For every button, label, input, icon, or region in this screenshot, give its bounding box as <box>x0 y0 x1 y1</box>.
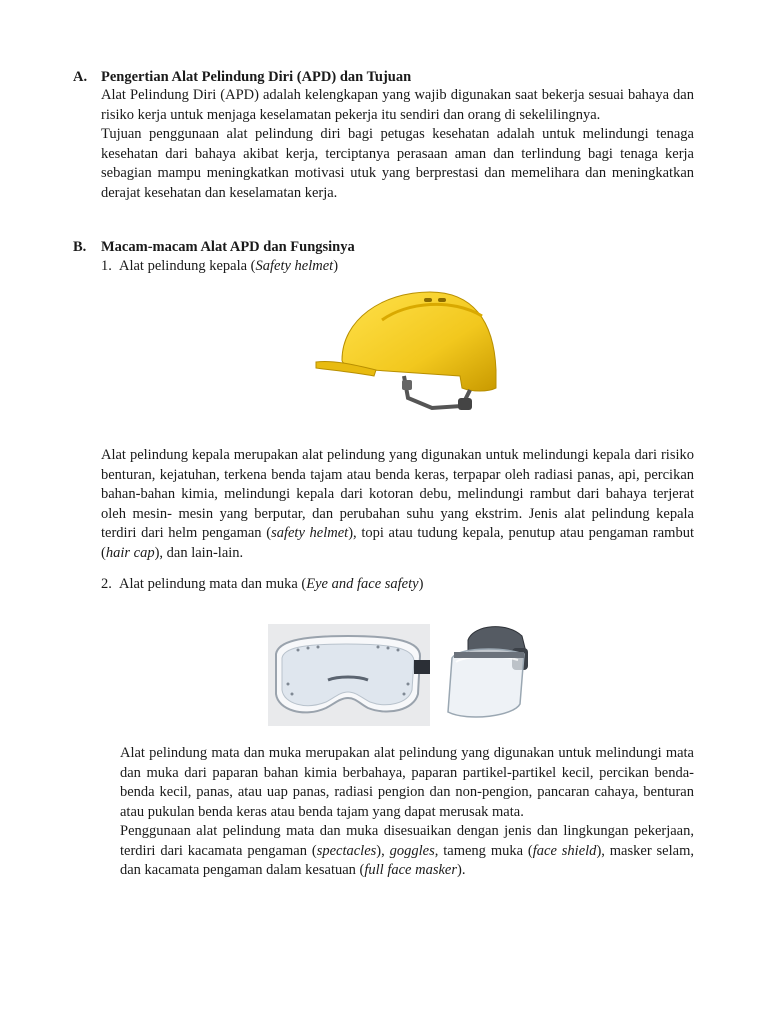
item-1-paragraph <box>101 446 694 563</box>
item-2-paragraph-b-text-2: ), <box>376 842 390 859</box>
item-2-label-italic: Eye and face safety <box>306 576 419 592</box>
section-b-title: Macam-macam Alat APD dan Fungsinya <box>101 239 355 255</box>
item-2-paragraph-b-italic-4: full face masker <box>364 862 457 878</box>
face-shield-image <box>438 618 534 730</box>
item-1-paragraph-italic-1: safety helmet <box>271 525 349 541</box>
section-a-paragraph-2: Tujuan penggunaan alat pelindung diri bagi petugas kesehatan adalah untuk melindungi tenaga kesehatan dari bahaya akibat kerja, terciptanya perasaan aman dan terlindung bagi tenaga kerja sebagian mampu meningkatkan motivasi utuk yang berprestasi dan memelihara dan meningkatkan derajat kesehatan dan keselamatan kerja. <box>101 126 694 201</box>
safety-helmet-image <box>312 280 502 420</box>
section-a-letter: A. <box>73 69 88 85</box>
item-2-paragraph-a: Alat pelindung mata dan muka merupakan alat pelindung yang digunakan untuk melindungi mata dan muka dari paparan bahan kimia berbahaya, paparan partikel-partikel kecil, percikan benda-benda kecil, panas, atau uap panas, radiasi pengion dan non-pengion, pancaran cahaya, benturan atau pukulan benda keras atau benda tajam yang dapat merusak mata. <box>120 745 694 820</box>
section-a-title: Pengertian Alat Pelindung Diri (APD) dan Tujuan <box>101 69 412 85</box>
item-1-label-italic: Safety helmet <box>255 258 334 274</box>
item-2-label-suffix: ) <box>418 576 424 592</box>
item-2-label <box>101 575 423 594</box>
item-2-paragraph-b-italic-3: face shield <box>532 842 597 859</box>
item-2-number: 2. <box>101 576 112 592</box>
item-2-label-prefix: Alat pelindung mata dan muka ( <box>119 576 307 592</box>
item-1-label <box>101 257 338 276</box>
item-2-paragraph-b-italic-2: goggles <box>389 842 435 859</box>
section-a-paragraph-1: Alat Pelindung Diri (APD) adalah kelengkapan yang wajib digunakan saat bekerja sesuai bahaya dan risiko kerja untuk menjaga keselamatan pekerja itu sendiri dan orang di sekelilingnya. <box>101 87 694 123</box>
item-1-paragraph-italic-2: hair cap <box>105 544 155 561</box>
section-a-heading <box>73 68 411 87</box>
item-2-paragraph-b-text-5: ). <box>457 862 466 878</box>
section-a-body <box>101 86 694 203</box>
item-1-label-prefix: Alat pelindung kepala ( <box>119 258 256 274</box>
item-1-paragraph-text-b: ), topi atau tudung kepala, penutup atau pengaman rambut ( <box>101 525 694 561</box>
safety-goggles-image <box>268 624 430 726</box>
item-2-description <box>120 744 694 881</box>
item-1-number: 1. <box>101 258 112 274</box>
section-b-letter: B. <box>73 239 87 255</box>
section-b-heading <box>73 238 355 257</box>
item-1-label-suffix: ) <box>333 258 339 274</box>
item-1-paragraph-text-c: ), dan lain-lain. <box>154 544 244 561</box>
item-2-paragraph-b-italic-1: spectacles <box>316 842 377 859</box>
item-2-paragraph-b-text-1: Penggunaan alat pelindung mata dan muka disesuaikan dengan jenis dan lingkungan pekerjaan, terdiri dari kacamata pengaman ( <box>120 823 694 859</box>
item-2-paragraph-b-text-3: , tameng muka ( <box>434 842 533 859</box>
item-1-paragraph-text-a: Alat pelindung kepala merupakan alat pelindung yang digunakan untuk melindungi kepala dari risiko benturan, kejatuhan, terkena benda tajam atau benda keras, terpapar oleh radiasi panas, api, percikan bahan-bahan kimia, melindungi kepala dari kotoran debu, melindungi rambut dari bahaya terjerat oleh mesin- mesin yang berputar, dan perubahan suhu yang ekstrim. Jenis alat pelindung kepala terdiri dari helm pengaman ( <box>101 447 694 541</box>
item-1-description <box>101 446 694 563</box>
item-2-paragraph-b-text-4: ), masker selam, dan kacamata pengaman dalam kesatuan ( <box>120 842 694 878</box>
item-2-paragraph-b <box>120 822 694 881</box>
